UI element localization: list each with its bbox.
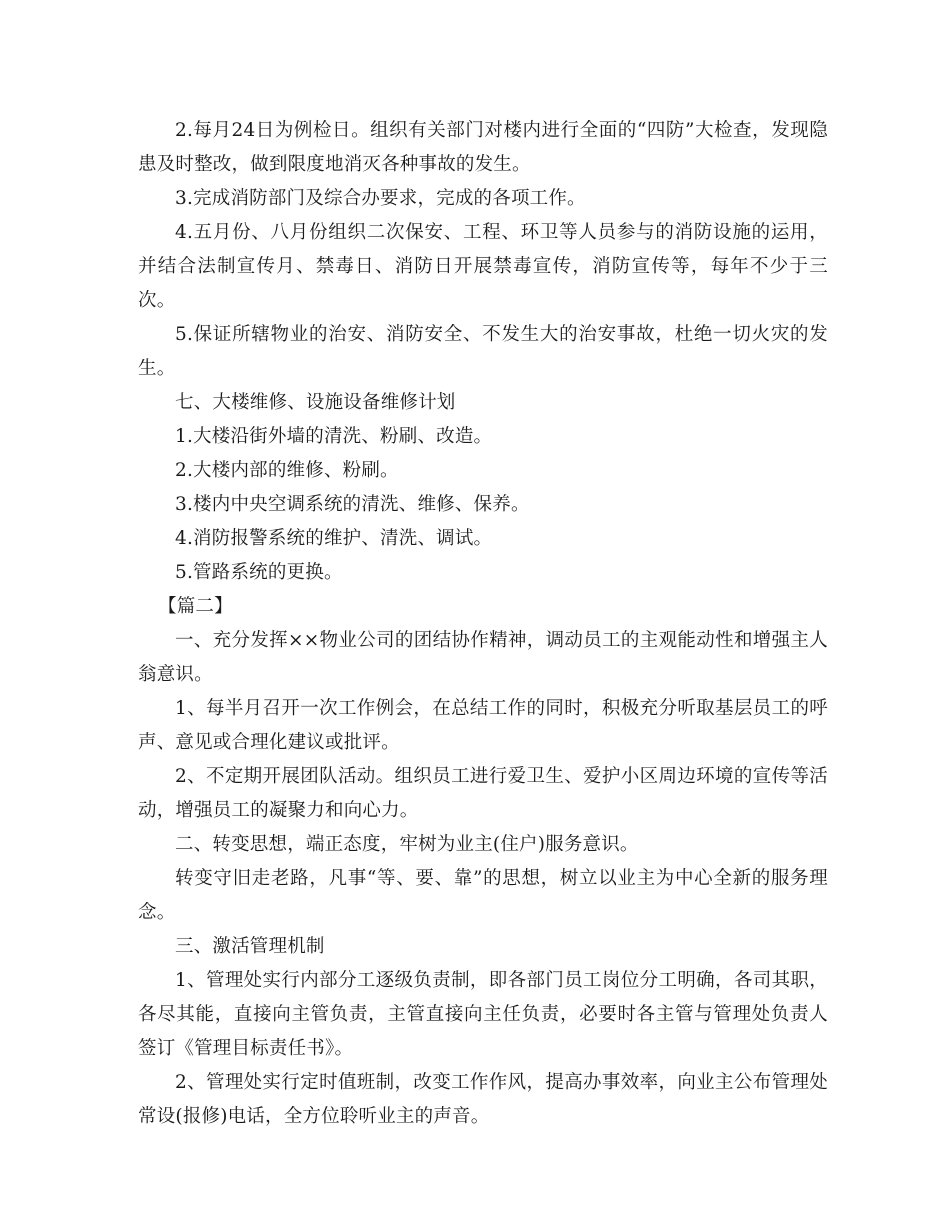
- paragraph: 5.保证所辖物业的治安、消防安全、不发生大的治安事故，杜绝一切火灾的发生。: [138, 324, 828, 379]
- document-body: [138, 114, 828, 1134]
- section-heading: 七、大楼维修、设施设备维修计划: [175, 392, 456, 413]
- paragraph: 1、管理处实行内部分工逐级负责制，即各部门员工岗位分工明确，各司其职，各尽其能，直接向主管负责，主管直接向主任负责，必要时各主管与管理处负责人签订《管理目标责任书》。: [138, 970, 828, 1059]
- list-item: 5.管路系统的更换。: [175, 562, 343, 583]
- paragraph: 2、不定期开展团队活动。组织员工进行爱卫生、爱护小区周边环境的宣传等活动，增强员工的凝聚力和向心力。: [138, 766, 828, 821]
- paragraph: 2、管理处实行定时值班制，改变工作作风，提高办事效率，向业主公布管理处常设(报修)电话，全方位聆听业主的声音。: [138, 1072, 828, 1127]
- section-heading: 二、转变思想，端正态度，牢树为业主(住户)服务意识。: [175, 834, 639, 855]
- section-heading: 三、激活管理机制: [175, 936, 325, 957]
- paragraph: 3.完成消防部门及综合办要求，完成的各项工作。: [175, 188, 586, 209]
- part-heading: 【篇二】: [158, 596, 233, 617]
- list-item: 2.大楼内部的维修、粉刷。: [175, 460, 399, 481]
- list-item: 1.大楼沿街外墙的清洗、粉刷、改造。: [175, 426, 493, 447]
- section-heading: 一、充分发挥××物业公司的团结协作精神，调动员工的主观能动性和增强主人翁意识。: [138, 630, 828, 685]
- paragraph: 4.五月份、八月份组织二次保安、工程、环卫等人员参与的消防设施的运用，并结合法制宣传月、禁毒日、消防日开展禁毒宣传，消防宣传等，每年不少于三次。: [138, 222, 828, 311]
- list-item: 3.楼内中央空调系统的清洗、维修、保养。: [175, 494, 530, 515]
- paragraph: 2.每月24日为例检日。组织有关部门对楼内进行全面的“四防”大检查，发现隐患及时整改，做到限度地消灭各种事故的发生。: [138, 120, 828, 175]
- list-item: 4.消防报警系统的维护、清洗、调试。: [175, 528, 493, 549]
- paragraph: 1、每半月召开一次工作例会，在总结工作的同时，积极充分听取基层员工的呼声、意见或合理化建议或批评。: [138, 698, 828, 753]
- paragraph: 转变守旧走老路，凡事“等、要、靠”的思想，树立以业主为中心全新的服务理念。: [138, 868, 828, 923]
